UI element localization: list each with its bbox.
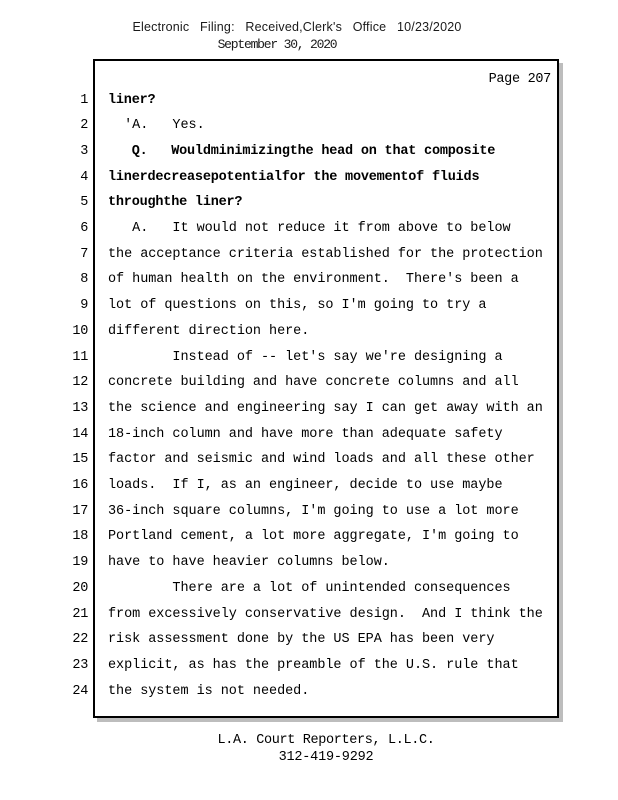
line-text: lot of questions on this, so I'm going to try a [108,298,487,314]
line-text: 18-inch column and have more than adequate safety [108,426,503,442]
line-text: the acceptance criteria established for the protection [108,246,543,262]
line-number: 12 [72,375,88,391]
line-text: have to have heavier columns below. [108,555,390,571]
court-reporter-footer [93,733,559,765]
line-text: Portland cement, a lot more aggregate, I'm going to [108,529,519,545]
line-text: Instead of -- let's say we're designing a [108,349,503,365]
transcript-page-box [93,59,559,718]
line-number: 23 [72,657,88,673]
line-number: 14 [72,426,88,442]
line-number: 10 [72,323,88,339]
line-text: of human health on the environment. There's been a [108,272,519,288]
line-number: 16 [72,478,88,493]
line-text: risk assessment done by the US EPA has been very [108,632,495,648]
line-number: 13 [72,400,88,416]
line-text: concrete building and have concrete columns and all [108,375,519,391]
court-reporter-name: L.A. Court Reporters, L.L.C. [217,733,435,748]
line-number: 20 [72,580,88,596]
court-reporter-phone: 312-419-9292 [278,750,374,765]
line-number: 3 [80,143,88,159]
line-number: 1 [80,92,88,108]
line-number: 5 [80,195,88,211]
line-text: 36-inch square columns, I'm going to use a lot more [108,503,519,519]
line-text: linerdecreasepotentialfor the movementof fluids [108,169,480,185]
line-text: the system is not needed. [108,683,310,699]
line-text: explicit, as has the preamble of the U.S. rule that [108,657,519,673]
line-number: 2 [80,118,88,134]
line-number: 22 [72,632,88,648]
line-text: loads. If I, as an engineer, decide to use maybe [108,478,503,493]
line-number: 17 [72,503,88,519]
line-text: from excessively conservative design. And I think the [108,606,543,622]
line-text: Q. Wouldminimizingthe head on that composite [108,143,496,159]
line-number: 7 [80,246,88,262]
line-text: throughthe liner? [108,195,243,211]
line-number: 21 [72,606,88,622]
line-text: 'A. Yes. [108,118,205,134]
filing-stamp: Electronic Filing: Received,Clerk's Office 10/23/2020 [132,20,462,34]
deposition-date: September 30, 2020 [217,37,337,52]
line-text: the science and engineering say I can get away with an [108,400,543,416]
line-number: 19 [72,555,88,571]
page-number-label: Page 207 [488,72,551,87]
document-header [0,20,594,52]
line-number: 15 [72,452,88,468]
line-text: factor and seismic and wind loads and all these other [108,452,535,468]
line-text: There are a lot of unintended consequences [108,580,511,596]
line-number: 11 [72,349,88,365]
line-number: 6 [80,221,88,236]
line-number: 24 [72,683,88,699]
line-text: different direction here. [108,323,310,339]
line-number: 18 [72,529,88,545]
line-number: 4 [80,169,88,185]
line-number: 8 [80,272,88,288]
line-number: 9 [80,298,88,314]
line-text: liner? [108,92,156,108]
line-text: A. It would not reduce it from above to below [108,221,511,236]
